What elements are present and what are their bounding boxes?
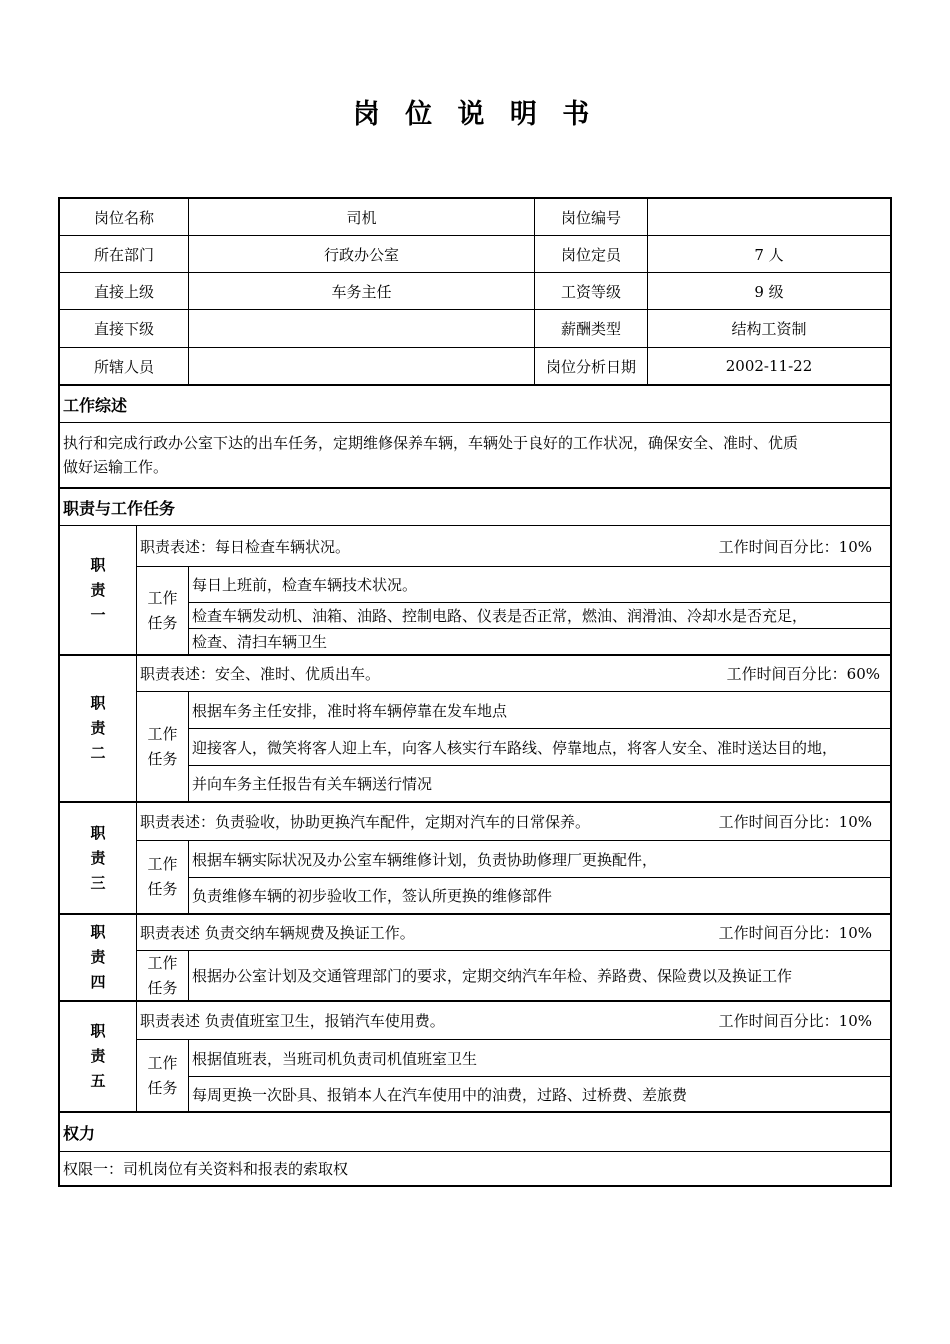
task-label-text: 工作 xyxy=(147,855,178,873)
duty-2-name xyxy=(60,656,136,801)
duty-3-task-2: 负责维修车辆的初步验收工作，签认所更换的维修部件 xyxy=(192,887,553,905)
duty-3-name xyxy=(60,803,136,913)
task-label-text: 任务 xyxy=(147,749,178,768)
info-label-supervisor: 直接上级 xyxy=(93,282,154,301)
info-value-salary-type: 结构工资制 xyxy=(731,320,807,338)
info-label-pay-grade: 工资等级 xyxy=(560,282,621,301)
duty-name-char: 责 xyxy=(90,848,106,867)
task-label-text: 工作 xyxy=(147,953,178,972)
duty-5-task-label xyxy=(137,1040,188,1111)
info-value-supervisor: 车务主任 xyxy=(331,282,392,301)
job-description-table xyxy=(58,197,892,1187)
info-value-department: 行政办公室 xyxy=(323,245,399,264)
duty-1-task-3: 检查、清扫车辆卫生 xyxy=(192,633,328,651)
info-label-department: 所在部门 xyxy=(93,245,154,264)
duty-2-task-2: 迎接客人，微笑将客人迎上车，向客人核实行车路线、停靠地点，将客人安全、准时送达目的地， xyxy=(192,738,838,757)
duty-1-task-2: 检查车辆发动机、油箱、油路、控制电路、仪表是否正常，燃油、润滑油、冷却水是否充足， xyxy=(192,607,808,625)
task-label-text: 任务 xyxy=(147,613,178,632)
duties-heading: 职责与工作任务 xyxy=(63,498,176,518)
duty-3-time-percent: 工作时间百分比：10% xyxy=(718,813,872,831)
info-label-job-title: 岗位名称 xyxy=(93,208,154,227)
duty-name-char: 职 xyxy=(90,555,106,574)
duty-2-task-label xyxy=(137,692,188,801)
duty-2-task-3: 并向车务主任报告有关车辆送行情况 xyxy=(192,775,433,793)
task-label-text: 任务 xyxy=(147,1078,178,1097)
summary-heading: 工作综述 xyxy=(63,395,128,415)
duty-name-char: 责 xyxy=(90,580,106,599)
info-value-subordinate xyxy=(189,310,534,347)
duty-5-task-1: 根据值班表，当班司机负责司机值班室卫生 xyxy=(192,1049,478,1068)
page-title: 岗 位 说 明 书 xyxy=(352,99,598,130)
duty-name-char: 职 xyxy=(90,923,106,941)
duty-name-char: 一 xyxy=(90,605,106,624)
info-label-job-code: 岗位编号 xyxy=(560,208,621,227)
duty-3-task-label xyxy=(137,841,188,913)
task-label-text: 任务 xyxy=(147,978,178,997)
authority-heading: 权力 xyxy=(63,1123,96,1143)
task-label-text: 任务 xyxy=(147,880,178,898)
duty-4-name xyxy=(60,915,136,1000)
duty-name-char: 责 xyxy=(90,948,106,966)
duty-name-char: 责 xyxy=(90,1047,106,1065)
summary-text xyxy=(63,431,889,479)
info-value-pay-grade: 9 级 xyxy=(754,282,784,301)
info-value-job-code xyxy=(648,199,890,235)
duty-4-time-percent: 工作时间百分比：10% xyxy=(718,924,872,942)
duty-name-char: 职 xyxy=(90,694,106,712)
duty-name-char: 职 xyxy=(90,1022,106,1040)
info-label-staff: 所辖人员 xyxy=(93,357,154,376)
duty-5-description: 职责表述 负责值班室卫生，报销汽车使用费。 xyxy=(140,1012,445,1030)
duty-1-task-label xyxy=(137,567,188,654)
duty-4-task-label xyxy=(137,951,188,1000)
info-value-job-title: 司机 xyxy=(346,208,377,227)
info-value-analysis-date: 2002-11-22 xyxy=(725,357,813,375)
summary-line: 执行和完成行政办公室下达的出车任务，定期维修保养车辆，车辆处于良好的工作状况，确保安全、准时、优质 xyxy=(63,434,799,452)
duty-2-description: 职责表述：安全、准时、优质出车。 xyxy=(140,665,381,683)
info-label-analysis-date: 岗位分析日期 xyxy=(545,357,636,376)
duty-4-task-1: 根据办公室计划及交通管理部门的要求，定期交纳汽车年检、养路费、保险费以及换证工作 xyxy=(192,967,793,985)
duty-2-task-1: 根据车务主任安排，准时将车辆停靠在发车地点 xyxy=(192,701,508,720)
duty-4-description: 职责表述 负责交纳车辆规费及换证工作。 xyxy=(140,924,415,942)
info-value-headcount: 7 人 xyxy=(754,245,784,264)
info-label-headcount: 岗位定员 xyxy=(560,245,621,264)
duty-3-description: 职责表述：负责验收，协助更换汽车配件，定期对汽车的日常保养。 xyxy=(140,813,591,831)
duty-name-char: 五 xyxy=(90,1072,106,1090)
duty-name-char: 职 xyxy=(90,823,106,842)
task-label-text: 工作 xyxy=(147,724,178,743)
duty-1-time-percent: 工作时间百分比：10% xyxy=(718,537,872,556)
info-label-subordinate: 直接下级 xyxy=(93,320,154,338)
task-label-text: 工作 xyxy=(147,1053,178,1072)
duty-1-description: 职责表述：每日检查车辆状况。 xyxy=(140,537,351,556)
info-value-staff xyxy=(189,348,534,384)
summary-line: 做好运输工作。 xyxy=(63,458,169,476)
duty-name-char: 四 xyxy=(90,973,106,991)
duty-name-char: 三 xyxy=(90,873,106,892)
duty-name-char: 责 xyxy=(90,719,106,737)
duty-5-time-percent: 工作时间百分比：10% xyxy=(718,1012,872,1030)
duty-name-char: 二 xyxy=(90,744,106,762)
duty-1-task-1: 每日上班前，检查车辆技术状况。 xyxy=(192,576,418,594)
authority-item-1: 权限一：司机岗位有关资料和报表的索取权 xyxy=(63,1160,349,1178)
duty-5-task-2: 每周更换一次卧具、报销本人在汽车使用中的油费，过路、过桥费、差旅费 xyxy=(192,1085,688,1104)
duty-3-task-1: 根据车辆实际状况及办公室车辆维修计划，负责协助修理厂更换配件， xyxy=(192,850,658,869)
duty-1-name xyxy=(60,526,136,654)
info-label-salary-type: 薪酬类型 xyxy=(560,320,621,338)
task-label-text: 工作 xyxy=(147,588,178,607)
duty-5-name xyxy=(60,1002,136,1111)
duty-2-time-percent: 工作时间百分比：60% xyxy=(726,665,880,683)
